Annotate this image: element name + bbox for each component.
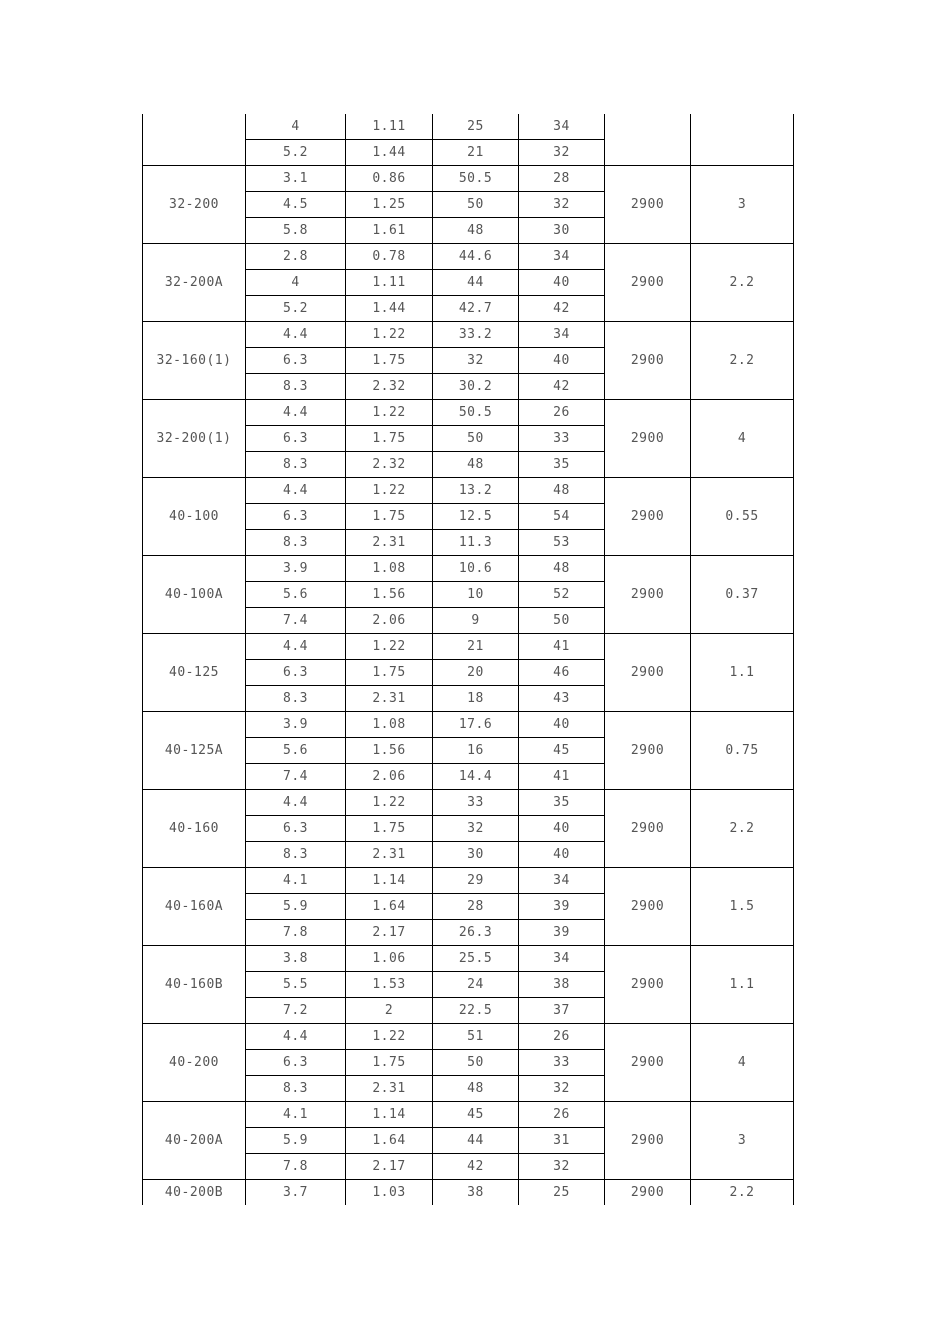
head-cell: 14.4 — [433, 764, 519, 790]
efficiency-cell: 26 — [519, 1024, 605, 1050]
head-cell: 44 — [433, 1128, 519, 1154]
table-row — [143, 556, 794, 582]
efficiency-cell: 26 — [519, 400, 605, 426]
head-cell: 25.5 — [433, 946, 519, 972]
flow-ls-cell: 1.75 — [346, 504, 433, 530]
efficiency-cell: 42 — [519, 296, 605, 322]
head-cell: 18 — [433, 686, 519, 712]
flow-m3h-cell: 6.3 — [246, 348, 346, 374]
flow-m3h-cell: 4.4 — [246, 400, 346, 426]
power-cell: 4 — [691, 1024, 794, 1102]
head-cell: 42.7 — [433, 296, 519, 322]
flow-ls-cell: 1.06 — [346, 946, 433, 972]
head-cell: 12.5 — [433, 504, 519, 530]
head-cell: 11.3 — [433, 530, 519, 556]
flow-ls-cell: 2.31 — [346, 1076, 433, 1102]
flow-m3h-cell: 5.2 — [246, 140, 346, 166]
flow-m3h-cell: 4.4 — [246, 634, 346, 660]
head-cell: 50.5 — [433, 400, 519, 426]
flow-ls-cell: 1.64 — [346, 1128, 433, 1154]
flow-m3h-cell: 7.8 — [246, 920, 346, 946]
flow-m3h-cell: 6.3 — [246, 1050, 346, 1076]
efficiency-cell: 37 — [519, 998, 605, 1024]
flow-m3h-cell: 4.4 — [246, 1024, 346, 1050]
flow-m3h-cell: 5.8 — [246, 218, 346, 244]
flow-m3h-cell: 3.1 — [246, 166, 346, 192]
efficiency-cell: 40 — [519, 816, 605, 842]
efficiency-cell: 39 — [519, 894, 605, 920]
efficiency-cell: 41 — [519, 634, 605, 660]
efficiency-cell: 32 — [519, 192, 605, 218]
flow-ls-cell: 1.11 — [346, 270, 433, 296]
flow-ls-cell: 1.14 — [346, 868, 433, 894]
power-cell: 0.55 — [691, 478, 794, 556]
head-cell: 38 — [433, 1180, 519, 1206]
head-cell: 48 — [433, 452, 519, 478]
efficiency-cell: 33 — [519, 1050, 605, 1076]
table-row — [143, 790, 794, 816]
flow-ls-cell: 1.11 — [346, 114, 433, 140]
efficiency-cell: 50 — [519, 608, 605, 634]
head-cell: 50.5 — [433, 166, 519, 192]
model-cell: 32-200 — [143, 166, 246, 244]
flow-ls-cell: 0.78 — [346, 244, 433, 270]
flow-m3h-cell: 5.9 — [246, 1128, 346, 1154]
efficiency-cell: 31 — [519, 1128, 605, 1154]
speed-cell: 2900 — [605, 790, 691, 868]
flow-ls-cell: 2.32 — [346, 452, 433, 478]
head-cell: 25 — [433, 114, 519, 140]
head-cell: 28 — [433, 894, 519, 920]
flow-ls-cell: 1.75 — [346, 1050, 433, 1076]
power-cell: 0.75 — [691, 712, 794, 790]
efficiency-cell: 35 — [519, 790, 605, 816]
flow-m3h-cell: 7.4 — [246, 608, 346, 634]
efficiency-cell: 39 — [519, 920, 605, 946]
flow-ls-cell: 2 — [346, 998, 433, 1024]
flow-m3h-cell: 8.3 — [246, 452, 346, 478]
table-row — [143, 322, 794, 348]
flow-m3h-cell: 4.4 — [246, 478, 346, 504]
flow-ls-cell: 2.31 — [346, 686, 433, 712]
speed-cell: 2900 — [605, 634, 691, 712]
power-cell: 2.2 — [691, 1180, 794, 1206]
head-cell: 45 — [433, 1102, 519, 1128]
flow-m3h-cell: 8.3 — [246, 686, 346, 712]
flow-m3h-cell: 5.6 — [246, 738, 346, 764]
head-cell: 20 — [433, 660, 519, 686]
efficiency-cell: 52 — [519, 582, 605, 608]
head-cell: 48 — [433, 1076, 519, 1102]
flow-ls-cell: 1.03 — [346, 1180, 433, 1206]
head-cell: 10 — [433, 582, 519, 608]
speed-cell: 2900 — [605, 868, 691, 946]
pump-performance-table — [142, 114, 794, 1205]
efficiency-cell: 32 — [519, 140, 605, 166]
head-cell: 44.6 — [433, 244, 519, 270]
head-cell: 33 — [433, 790, 519, 816]
flow-ls-cell: 1.14 — [346, 1102, 433, 1128]
efficiency-cell: 45 — [519, 738, 605, 764]
power-cell: 3 — [691, 1102, 794, 1180]
table-row — [143, 244, 794, 270]
efficiency-cell: 33 — [519, 426, 605, 452]
head-cell: 42 — [433, 1154, 519, 1180]
table-row — [143, 1024, 794, 1050]
model-cell: 40-100 — [143, 478, 246, 556]
model-cell: 32-160(1) — [143, 322, 246, 400]
flow-m3h-cell: 5.9 — [246, 894, 346, 920]
model-cell: 40-125A — [143, 712, 246, 790]
table-row — [143, 114, 794, 140]
flow-ls-cell: 1.75 — [346, 426, 433, 452]
flow-ls-cell: 1.75 — [346, 348, 433, 374]
flow-m3h-cell: 7.8 — [246, 1154, 346, 1180]
flow-m3h-cell: 3.8 — [246, 946, 346, 972]
flow-ls-cell: 1.75 — [346, 816, 433, 842]
flow-ls-cell: 1.22 — [346, 634, 433, 660]
efficiency-cell: 25 — [519, 1180, 605, 1206]
head-cell: 30 — [433, 842, 519, 868]
flow-ls-cell: 1.22 — [346, 1024, 433, 1050]
speed-cell: 2900 — [605, 556, 691, 634]
flow-m3h-cell: 8.3 — [246, 530, 346, 556]
power-cell: 4 — [691, 400, 794, 478]
table-row — [143, 634, 794, 660]
head-cell: 21 — [433, 140, 519, 166]
efficiency-cell: 38 — [519, 972, 605, 998]
power-cell: 3 — [691, 166, 794, 244]
efficiency-cell: 40 — [519, 270, 605, 296]
efficiency-cell: 28 — [519, 166, 605, 192]
flow-ls-cell: 1.64 — [346, 894, 433, 920]
flow-m3h-cell: 4.1 — [246, 868, 346, 894]
flow-m3h-cell: 5.2 — [246, 296, 346, 322]
speed-cell: 2900 — [605, 166, 691, 244]
head-cell: 50 — [433, 426, 519, 452]
head-cell: 50 — [433, 1050, 519, 1076]
head-cell: 16 — [433, 738, 519, 764]
model-cell: 40-200B — [143, 1180, 246, 1206]
head-cell: 26.3 — [433, 920, 519, 946]
efficiency-cell: 42 — [519, 374, 605, 400]
power-cell: 2.2 — [691, 244, 794, 322]
efficiency-cell: 32 — [519, 1154, 605, 1180]
flow-ls-cell: 1.22 — [346, 478, 433, 504]
model-cell: 40-200 — [143, 1024, 246, 1102]
power-cell: 1.5 — [691, 868, 794, 946]
table-row — [143, 868, 794, 894]
power-cell: 1.1 — [691, 946, 794, 1024]
power-cell: 2.2 — [691, 790, 794, 868]
efficiency-cell: 40 — [519, 712, 605, 738]
flow-m3h-cell: 3.9 — [246, 556, 346, 582]
flow-ls-cell: 1.22 — [346, 322, 433, 348]
speed-cell: 2900 — [605, 1024, 691, 1102]
flow-ls-cell: 1.25 — [346, 192, 433, 218]
speed-cell: 2900 — [605, 712, 691, 790]
flow-m3h-cell: 4.5 — [246, 192, 346, 218]
head-cell: 32 — [433, 816, 519, 842]
model-cell: 40-100A — [143, 556, 246, 634]
flow-ls-cell: 2.31 — [346, 842, 433, 868]
efficiency-cell: 53 — [519, 530, 605, 556]
flow-ls-cell: 1.22 — [346, 790, 433, 816]
speed-cell: 2900 — [605, 244, 691, 322]
speed-cell: 2900 — [605, 478, 691, 556]
flow-m3h-cell: 4.4 — [246, 322, 346, 348]
efficiency-cell: 40 — [519, 348, 605, 374]
flow-m3h-cell: 4.4 — [246, 790, 346, 816]
head-cell: 32 — [433, 348, 519, 374]
model-cell: 40-160 — [143, 790, 246, 868]
efficiency-cell: 34 — [519, 322, 605, 348]
head-cell: 51 — [433, 1024, 519, 1050]
head-cell: 50 — [433, 192, 519, 218]
speed-cell — [605, 114, 691, 166]
head-cell: 10.6 — [433, 556, 519, 582]
speed-cell: 2900 — [605, 946, 691, 1024]
efficiency-cell: 48 — [519, 556, 605, 582]
speed-cell: 2900 — [605, 322, 691, 400]
head-cell: 29 — [433, 868, 519, 894]
power-cell: 1.1 — [691, 634, 794, 712]
efficiency-cell: 46 — [519, 660, 605, 686]
table-row — [143, 946, 794, 972]
flow-m3h-cell: 5.6 — [246, 582, 346, 608]
model-cell: 40-160B — [143, 946, 246, 1024]
flow-ls-cell: 2.06 — [346, 608, 433, 634]
flow-m3h-cell: 6.3 — [246, 504, 346, 530]
efficiency-cell: 34 — [519, 868, 605, 894]
flow-ls-cell: 2.06 — [346, 764, 433, 790]
table-row — [143, 478, 794, 504]
head-cell: 44 — [433, 270, 519, 296]
efficiency-cell: 26 — [519, 1102, 605, 1128]
head-cell: 17.6 — [433, 712, 519, 738]
table-row — [143, 1102, 794, 1128]
model-cell: 40-125 — [143, 634, 246, 712]
head-cell: 48 — [433, 218, 519, 244]
flow-ls-cell: 2.17 — [346, 920, 433, 946]
flow-ls-cell: 1.08 — [346, 712, 433, 738]
flow-m3h-cell: 2.8 — [246, 244, 346, 270]
head-cell: 9 — [433, 608, 519, 634]
model-cell: 32-200(1) — [143, 400, 246, 478]
flow-ls-cell: 1.56 — [346, 738, 433, 764]
flow-ls-cell: 1.75 — [346, 660, 433, 686]
flow-m3h-cell: 5.5 — [246, 972, 346, 998]
efficiency-cell: 30 — [519, 218, 605, 244]
efficiency-cell: 41 — [519, 764, 605, 790]
head-cell: 33.2 — [433, 322, 519, 348]
flow-m3h-cell: 7.4 — [246, 764, 346, 790]
flow-ls-cell: 1.08 — [346, 556, 433, 582]
efficiency-cell: 43 — [519, 686, 605, 712]
flow-m3h-cell: 6.3 — [246, 816, 346, 842]
flow-m3h-cell: 8.3 — [246, 374, 346, 400]
flow-ls-cell: 1.22 — [346, 400, 433, 426]
flow-ls-cell: 1.61 — [346, 218, 433, 244]
head-cell: 21 — [433, 634, 519, 660]
power-cell: 0.37 — [691, 556, 794, 634]
table-row — [143, 712, 794, 738]
power-cell — [691, 114, 794, 166]
efficiency-cell: 35 — [519, 452, 605, 478]
model-cell — [143, 114, 246, 166]
flow-m3h-cell: 8.3 — [246, 1076, 346, 1102]
flow-ls-cell: 1.56 — [346, 582, 433, 608]
head-cell: 30.2 — [433, 374, 519, 400]
flow-m3h-cell: 3.9 — [246, 712, 346, 738]
speed-cell: 2900 — [605, 400, 691, 478]
flow-m3h-cell: 8.3 — [246, 842, 346, 868]
flow-ls-cell: 0.86 — [346, 166, 433, 192]
efficiency-cell: 48 — [519, 478, 605, 504]
model-cell: 40-160A — [143, 868, 246, 946]
table-row — [143, 1180, 794, 1206]
head-cell: 13.2 — [433, 478, 519, 504]
flow-m3h-cell: 7.2 — [246, 998, 346, 1024]
flow-m3h-cell: 4.1 — [246, 1102, 346, 1128]
flow-m3h-cell: 6.3 — [246, 426, 346, 452]
flow-ls-cell: 1.53 — [346, 972, 433, 998]
speed-cell: 2900 — [605, 1102, 691, 1180]
flow-m3h-cell: 6.3 — [246, 660, 346, 686]
efficiency-cell: 32 — [519, 1076, 605, 1102]
efficiency-cell: 34 — [519, 114, 605, 140]
flow-ls-cell: 2.31 — [346, 530, 433, 556]
efficiency-cell: 34 — [519, 244, 605, 270]
table-row — [143, 400, 794, 426]
efficiency-cell: 40 — [519, 842, 605, 868]
flow-ls-cell: 2.32 — [346, 374, 433, 400]
flow-m3h-cell: 4 — [246, 114, 346, 140]
table-body — [143, 114, 794, 1205]
efficiency-cell: 34 — [519, 946, 605, 972]
head-cell: 22.5 — [433, 998, 519, 1024]
flow-ls-cell: 2.17 — [346, 1154, 433, 1180]
speed-cell: 2900 — [605, 1180, 691, 1206]
efficiency-cell: 54 — [519, 504, 605, 530]
flow-ls-cell: 1.44 — [346, 296, 433, 322]
flow-m3h-cell: 4 — [246, 270, 346, 296]
flow-ls-cell: 1.44 — [346, 140, 433, 166]
model-cell: 32-200A — [143, 244, 246, 322]
model-cell: 40-200A — [143, 1102, 246, 1180]
head-cell: 24 — [433, 972, 519, 998]
table-row — [143, 166, 794, 192]
power-cell: 2.2 — [691, 322, 794, 400]
flow-m3h-cell: 3.7 — [246, 1180, 346, 1206]
